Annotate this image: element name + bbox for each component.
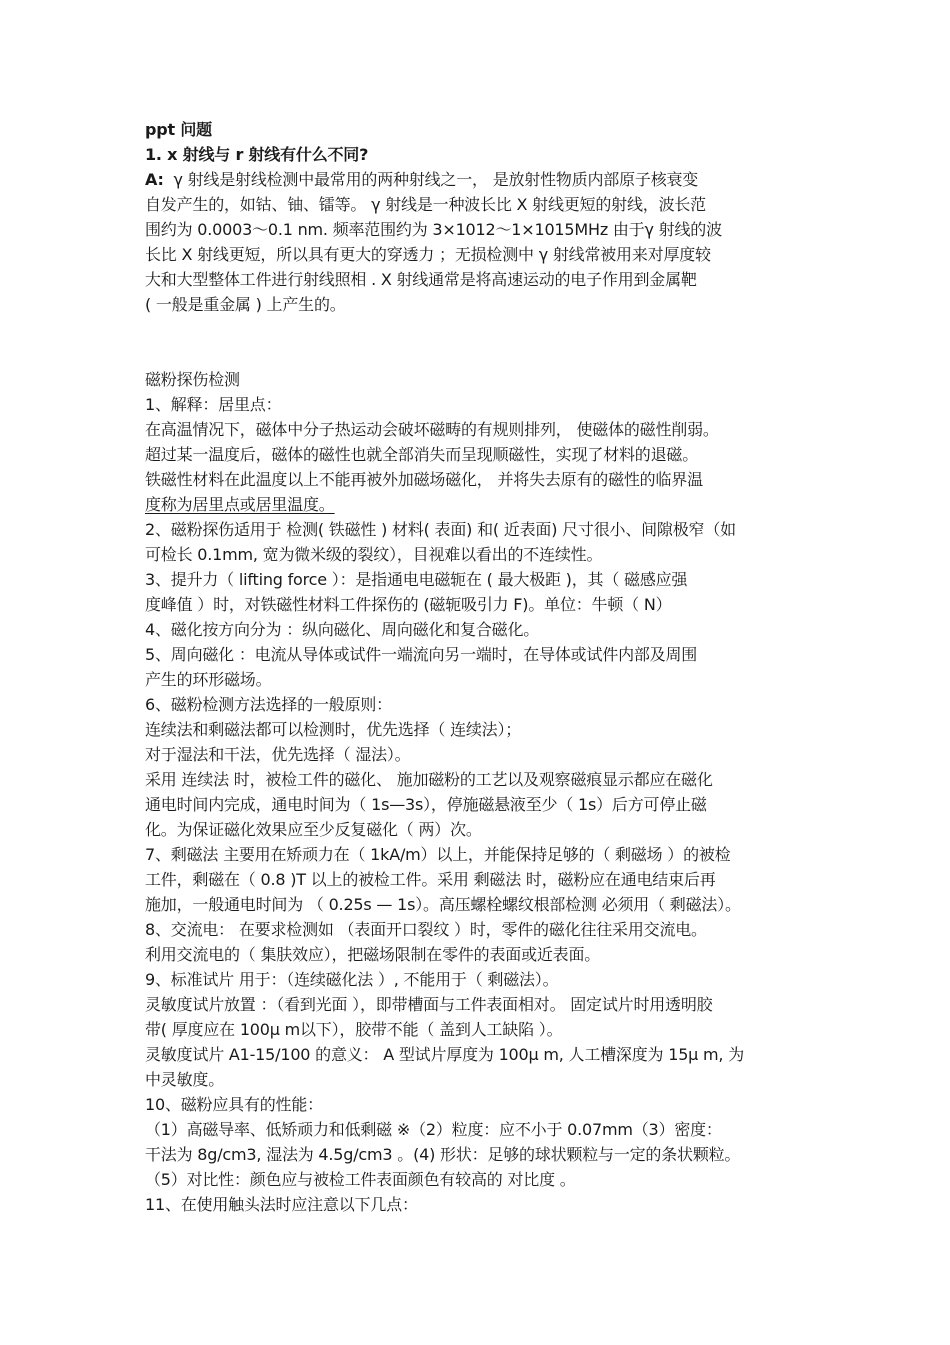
answer-line-2: 自发产生的，如钴、铀、镭等。 γ 射线是一种波长比 X 射线更短的射线，波长范 [145, 195, 706, 214]
answer-line-6: ( 一般是重金属 ) 上产生的。 [145, 295, 346, 314]
body-line: 5、周向磁化 ：电流从导体或试件一端流向另一端时，在导体或试件内部及周围 [145, 645, 698, 664]
answer-line-5: 大和大型整体工件进行射线照相 . X 射线通常是将高速运动的电子作用到金属靶 [145, 270, 697, 289]
answer-line-3: 围约为 0.0003～0.1 nm. 频率范围约为 3×1012～1×1015MHz 由于γ 射线的波 [145, 220, 722, 239]
page-title: ppt 问题 [145, 120, 212, 139]
body-line: 2、磁粉探伤适用于 检测( 铁磁性 ) 材料( 表面) 和( 近表面) 尺寸很小、间隙极窄（如 [145, 520, 736, 539]
body-line: 连续法和剩磁法都可以检测时，优先选择（ 连续法）； [145, 720, 522, 739]
body-line: 可检长 0.1mm, 宽为微米级的裂纹），目视难以看出的不连续性。 [145, 545, 603, 564]
body-line: 对于湿法和干法，优先选择（ 湿法）。 [145, 745, 411, 764]
body-line: 6、磁粉检测方法选择的一般原则： [145, 695, 392, 714]
body-line: 9、标准试片 用于：（连续磁化法 ）, 不能用于（ 剩磁法）。 [145, 970, 559, 989]
body-line: 超过某一温度后，磁体的磁性也就全部消失而呈现顺磁性，实现了材料的退磁。 [145, 445, 699, 464]
body-line: 带( 厚度应在 100μ m以下），胶带不能（ 盖到人工缺陷 ）。 [145, 1020, 563, 1039]
body-line: 施加，一般通电时间为 （ 0.25s — 1s）。高压螺栓螺纹根部检测 必须用（ 剩磁法）。 [145, 895, 741, 914]
body-line: 中灵敏度。 [145, 1070, 225, 1089]
question-1: 1. x 射线与 r 射线有什么不同? [145, 145, 369, 164]
body-line: 10、磁粉应具有的性能： [145, 1095, 323, 1114]
body-line: 4、磁化按方向分为 ：纵向磁化、周向磁化和复合磁化。 [145, 620, 540, 639]
body-line: 度称为居里点或居里温度。 [145, 495, 335, 514]
body-line: 产生的环形磁场。 [145, 670, 272, 689]
body-line: 采用 连续法 时，被检工件的磁化、 施加磁粉的工艺以及观察磁痕显示都应在磁化 [145, 770, 713, 789]
section-heading: 磁粉探伤检测 [145, 370, 240, 389]
body-line: 7、剩磁法 主要用在矫顽力在（ 1kA/m）以上，并能保持足够的（ 剩磁场 ）的被检 [145, 845, 731, 864]
body-line: 化。为保证磁化效果应至少反复磁化（ 两）次。 [145, 820, 482, 839]
body-line: 11、在使用触头法时应注意以下几点： [145, 1195, 418, 1214]
body-line: （1）高磁导率、低矫顽力和低剩磁 ※（2）粒度：应不小于 0.07mm（3）密度： [145, 1120, 722, 1139]
body-line: （5）对比性：颜色应与被检工件表面颜色有较高的 对比度 。 [145, 1170, 576, 1189]
answer-label: A: [145, 170, 164, 189]
body-line: 工件，剩磁在（ 0.8 )T 以上的被检工件。采用 剩磁法 时，磁粉应在通电结束后再 [145, 870, 716, 889]
body-line: 干法为 8g/cm3, 湿法为 4.5g/cm3 。(4) 形状：足够的球状颗粒与一定的条状颗粒。 [145, 1145, 741, 1164]
body-line: 灵敏度试片 A1-15/100 的意义： A 型试片厚度为 100μ m, 人工槽深度为 15μ m, 为 [145, 1045, 744, 1064]
answer-line-4: 长比 X 射线更短，所以具有更大的穿透力 ；无损检测中 γ 射线常被用来对厚度较 [145, 245, 711, 264]
body-line: 8、交流电： 在要求检测如 （表面开口裂纹 ）时，零件的磁化往往采用交流电。 [145, 920, 707, 939]
body-line: 3、提升力（ lifting force ）：是指通电电磁轭在 ( 最大极距 )，其（ 磁感应强 [145, 570, 688, 589]
body-line: 灵敏度试片放置 ：（看到光面 ），即带槽面与工件表面相对。 固定试片时用透明胶 [145, 995, 713, 1014]
body-line: 利用交流电的（ 集肤效应），把磁场限制在零件的表面或近表面。 [145, 945, 601, 964]
body-line: 铁磁性材料在此温度以上不能再被外加磁场磁化， 并将失去原有的磁性的临界温 [145, 470, 703, 489]
body-line: 通电时间内完成，通电时间为（ 1s—3s），停施磁悬液至少（ 1s）后方可停止磁 [145, 795, 707, 814]
body-line: 度峰值 ）时，对铁磁性材料工件探伤的 (磁轭吸引力 F)。单位：牛顿（ N） [145, 595, 672, 614]
body-line: 1、解释：居里点： [145, 395, 282, 414]
answer-line-1: A: γ 射线是射线检测中最常用的两种射线之一， 是放射性物质内部原子核衰变 [145, 170, 699, 189]
body-line: 在高温情况下，磁体中分子热运动会破坏磁畴的有规则排列， 使磁体的磁性削弱。 [145, 420, 719, 439]
